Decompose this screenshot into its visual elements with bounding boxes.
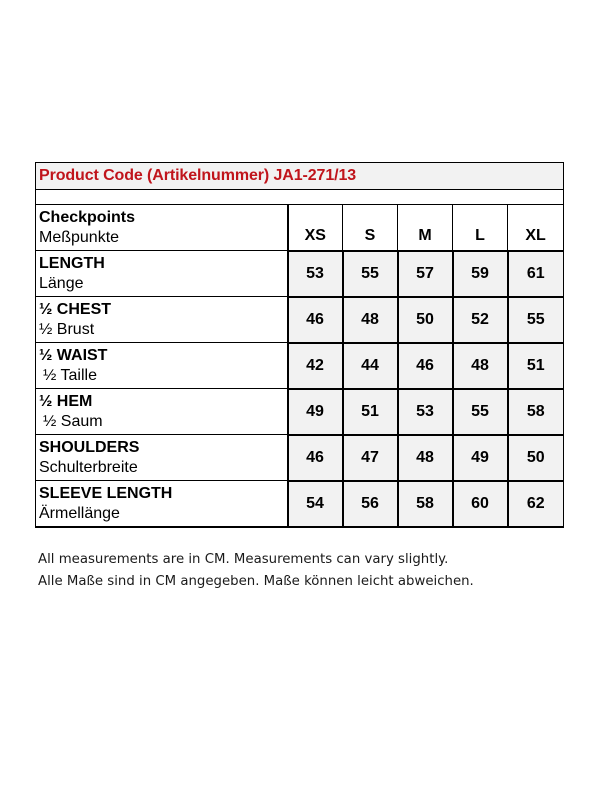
- row-label-en: SLEEVE LENGTH: [39, 484, 173, 502]
- size-header-m: M: [398, 205, 453, 251]
- title-row: [36, 163, 564, 190]
- row-label-de: ½ Brust: [39, 320, 95, 338]
- table-row: [36, 343, 564, 389]
- table-row: [36, 435, 564, 481]
- value-cell: 56: [343, 481, 398, 528]
- row-label: [36, 481, 288, 528]
- measurement-notes: [38, 549, 474, 593]
- value-cell: 54: [288, 481, 343, 528]
- value-cell: 61: [508, 251, 564, 297]
- row-label-en: LENGTH: [39, 254, 105, 272]
- checkpoints-label-de: Meßpunkte: [39, 228, 120, 246]
- value-cell: 58: [508, 389, 564, 435]
- header-row: [36, 205, 564, 251]
- value-cell: 53: [398, 389, 453, 435]
- value-cell: 47: [343, 435, 398, 481]
- spacer-row: [36, 190, 564, 205]
- row-label: [36, 297, 288, 343]
- table-row: [36, 389, 564, 435]
- value-cell: 62: [508, 481, 564, 528]
- size-header-l: L: [453, 205, 508, 251]
- value-cell: 46: [398, 343, 453, 389]
- value-cell: 60: [453, 481, 508, 528]
- row-label-de: ½ Taille: [43, 366, 97, 384]
- value-cell: 51: [508, 343, 564, 389]
- size-header-xl: XL: [508, 205, 564, 251]
- row-label: [36, 435, 288, 481]
- value-cell: 59: [453, 251, 508, 297]
- value-cell: 44: [343, 343, 398, 389]
- value-cell: 48: [343, 297, 398, 343]
- value-cell: 49: [288, 389, 343, 435]
- value-cell: 55: [343, 251, 398, 297]
- table-row: [36, 297, 564, 343]
- value-cell: 58: [398, 481, 453, 528]
- row-label: [36, 251, 288, 297]
- row-label-en: ½ CHEST: [39, 300, 112, 318]
- row-label-en: ½ WAIST: [39, 346, 108, 364]
- value-cell: 50: [398, 297, 453, 343]
- value-cell: 48: [453, 343, 508, 389]
- row-label-en: ½ HEM: [39, 392, 93, 410]
- value-cell: 57: [398, 251, 453, 297]
- value-cell: 46: [288, 297, 343, 343]
- value-cell: 53: [288, 251, 343, 297]
- value-cell: 49: [453, 435, 508, 481]
- value-cell: 50: [508, 435, 564, 481]
- value-cell: 55: [508, 297, 564, 343]
- checkpoints-label-en: Checkpoints: [39, 208, 136, 226]
- size-chart-table: [35, 162, 564, 528]
- row-label-de: ½ Saum: [43, 412, 103, 430]
- row-label-de: Schulterbreite: [39, 458, 138, 476]
- value-cell: 42: [288, 343, 343, 389]
- value-cell: 48: [398, 435, 453, 481]
- row-label: [36, 389, 288, 435]
- table-row: [36, 251, 564, 297]
- value-cell: 51: [343, 389, 398, 435]
- value-cell: 46: [288, 435, 343, 481]
- value-cell: 52: [453, 297, 508, 343]
- row-label-de: Ärmellänge: [39, 504, 120, 522]
- row-label: [36, 343, 288, 389]
- value-cell: 55: [453, 389, 508, 435]
- size-header-s: S: [343, 205, 398, 251]
- row-label-en: SHOULDERS: [39, 438, 140, 456]
- note-english: All measurements are in CM. Measurements can vary slightly.: [38, 552, 449, 567]
- product-code-title: Product Code (Artikelnummer) JA1-271/13: [36, 163, 564, 190]
- size-header-xs: XS: [288, 205, 343, 251]
- note-german: Alle Maße sind in CM angegeben. Maße können leicht abweichen.: [38, 574, 474, 589]
- table-row: [36, 481, 564, 528]
- row-label-de: Länge: [39, 274, 84, 292]
- checkpoints-header: [36, 205, 288, 251]
